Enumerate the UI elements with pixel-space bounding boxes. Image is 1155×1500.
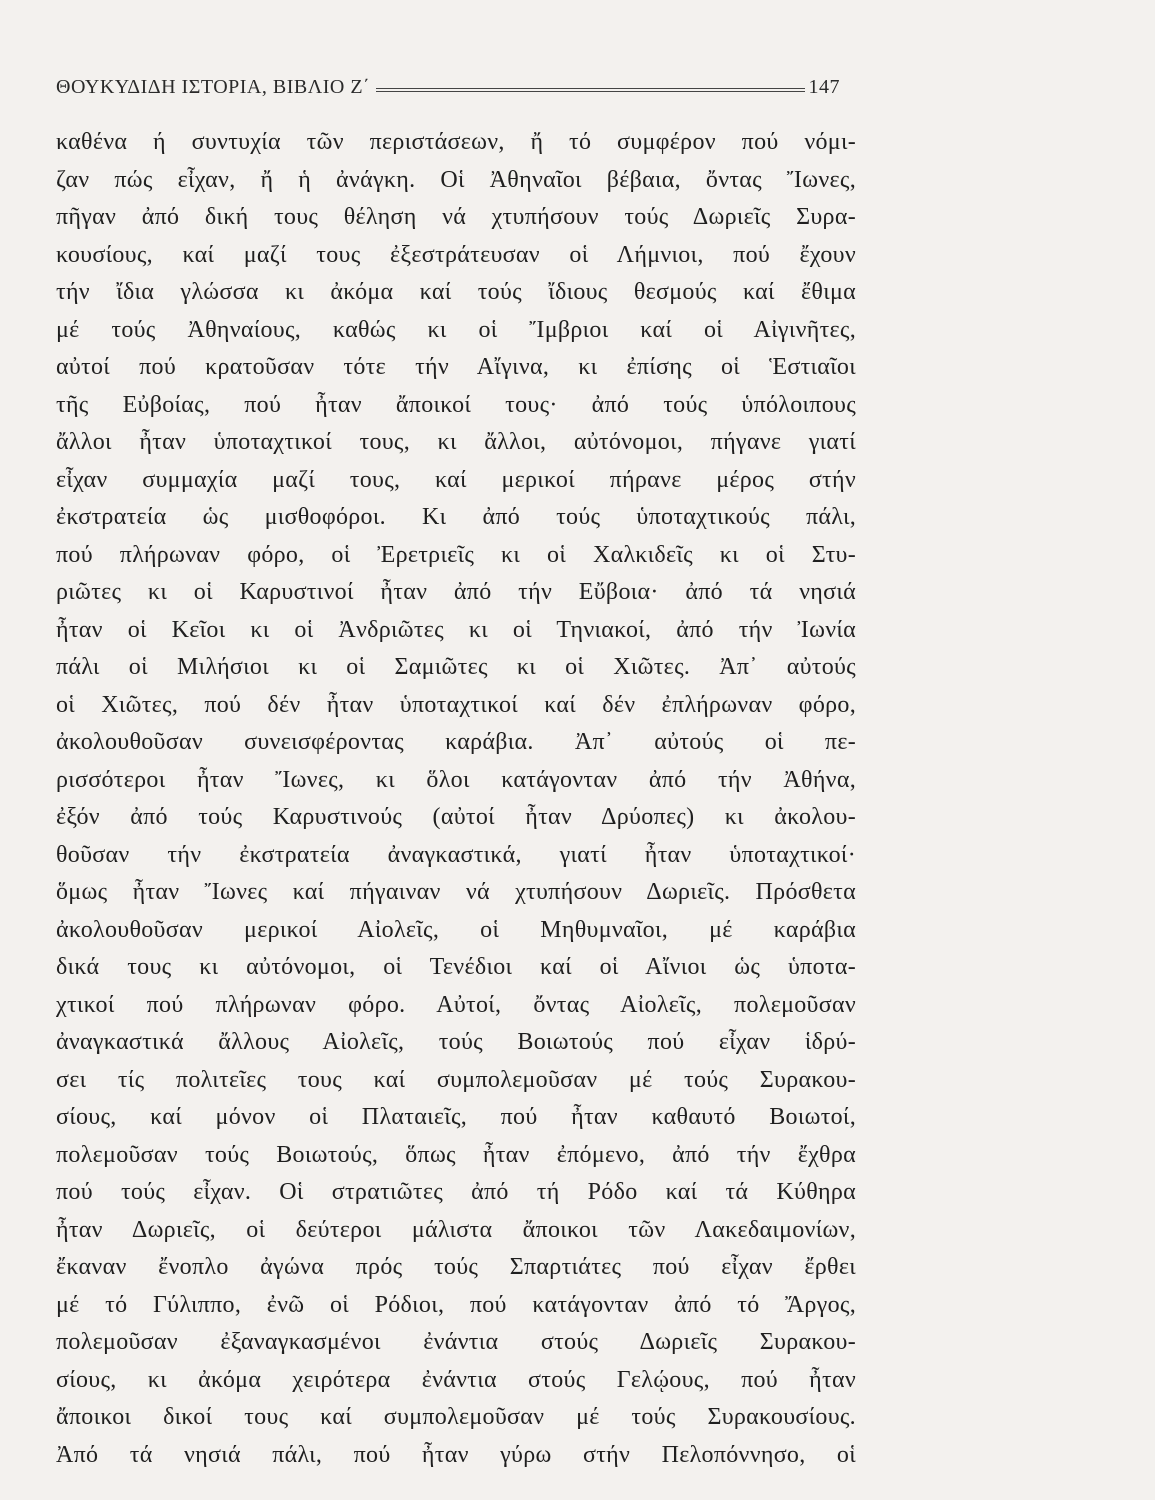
- text-line: πάλι οἱ Μιλήσιοι κι οἱ Σαμιῶτες κι οἱ Χιῶτες. Ἀπ᾽ αὐτούς: [56, 654, 856, 680]
- text-line: ἀναγκαστικά ἄλλους Αἰολεῖς, τούς Βοιωτούς πού εἶχαν ἱδρύ-: [56, 1029, 856, 1055]
- text-line: Ἀπό τά νησιά πάλι, πού ἦταν γύρω στήν Πελοπόννησο, οἱ: [56, 1441, 856, 1468]
- text-line: ἦταν Δωριεῖς, οἱ δεύτεροι μάλιστα ἄποικοι τῶν Λακεδαιμονίων,: [56, 1216, 856, 1243]
- text-line: ἐξόν ἀπό τούς Καρυστινούς (αὐτοί ἦταν Δρύοπες) κι ἀκολου-: [56, 804, 856, 830]
- text-line: ὅμως ἦταν Ἴωνες καί πήγαιναν νά χτυπήσουν Δωριεῖς. Πρόσθετα: [56, 879, 856, 905]
- text-line: πολεμοῦσαν ἐξαναγκασμένοι ἐνάντια στούς Δωριεῖς Συρακου-: [56, 1329, 856, 1355]
- text-line: εἶχαν συμμαχία μαζί τους, καί μερικοί πήρανε μέρος στήν: [56, 466, 856, 493]
- text-line: ἄποικοι δικοί τους καί συμπολεμοῦσαν μέ τούς Συρακουσίους.: [56, 1404, 856, 1430]
- text-line: ἐκστρατεία ὡς μισθοφόροι. Κι ἀπό τούς ὑποταχτικούς πάλι,: [56, 504, 856, 530]
- text-line: πῆγαν ἀπό δική τους θέληση νά χτυπήσουν τούς Δωριεῖς Συρα-: [56, 204, 856, 230]
- header-rule: [376, 88, 804, 92]
- text-line: ἔκαναν ἔνοπλο ἀγώνα πρός τούς Σπαρτιάτες πού εἶχαν ἔρθει: [56, 1254, 856, 1280]
- body-text: [56, 124, 856, 1474]
- text-line: αὐτοί πού κρατοῦσαν τότε τήν Αἴγινα, κι ἐπίσης οἱ Ἑστιαῖοι: [56, 354, 856, 380]
- text-line: κουσίους, καί μαζί τους ἐξεστράτευσαν οἱ Λήμνιοι, πού ἔχουν: [56, 241, 856, 268]
- text-line: σίους, κι ἀκόμα χειρότερα ἐνάντια στούς Γελῴους, πού ἦταν: [56, 1366, 856, 1393]
- text-line: σει τίς πολιτεῖες τους καί συμπολεμοῦσαν μέ τούς Συρακου-: [56, 1066, 856, 1093]
- text-line: πολεμοῦσαν τούς Βοιωτούς, ὅπως ἦταν ἐπόμενο, ἀπό τήν ἔχθρα: [56, 1141, 856, 1168]
- text-line: ἦταν οἱ Κεῖοι κι οἱ Ἀνδριῶτες κι οἱ Τηνιακοί, ἀπό τήν Ἰωνία: [56, 616, 856, 643]
- text-line: ἀκολουθοῦσαν μερικοί Αἰολεῖς, οἱ Μηθυμναῖοι, μέ καράβια: [56, 916, 856, 943]
- text-line: σίους, καί μόνον οἱ Πλαταιεῖς, πού ἦταν καθαυτό Βοιωτοί,: [56, 1104, 856, 1130]
- running-header: [56, 76, 840, 99]
- text-line: πού πλήρωναν φόρο, οἱ Ἐρετριεῖς κι οἱ Χαλκιδεῖς κι οἱ Στυ-: [56, 541, 856, 568]
- text-line: τήν ἴδια γλώσσα κι ἀκόμα καί τούς ἴδιους θεσμούς καί ἔθιμα: [56, 279, 856, 305]
- text-line: τῆς Εὐβοίας, πού ἦταν ἄποικοί τους· ἀπό τούς ὑπόλοιπους: [56, 391, 856, 418]
- text-line: ριῶτες κι οἱ Καρυστινοί ἦταν ἀπό τήν Εὔβοια· ἀπό τά νησιά: [56, 579, 856, 605]
- page-number: 147: [808, 76, 840, 98]
- text-line: θοῦσαν τήν ἐκστρατεία ἀναγκαστικά, γιατί ἦταν ὑποταχτικοί·: [56, 841, 856, 868]
- text-line: ἀκολουθοῦσαν συνεισφέροντας καράβια. Ἀπ᾽ αὐτούς οἱ πε-: [56, 729, 856, 755]
- text-line: οἱ Χιῶτες, πού δέν ἦταν ὑποταχτικοί καί δέν ἐπλήρωναν φόρο,: [56, 691, 856, 718]
- text-line: μέ τούς Ἀθηναίους, καθώς κι οἱ Ἴμβριοι καί οἱ Αἰγινῆτες,: [56, 316, 856, 343]
- text-line: πού τούς εἶχαν. Οἱ στρατιῶτες ἀπό τή Ρόδο καί τά Κύθηρα: [56, 1179, 856, 1205]
- book-title: ΘΟΥΚΥΔΙΔΗ ΙΣΤΟΡΙΑ, ΒΙΒΛΙΟ Ζ΄: [56, 76, 371, 98]
- text-line: ζαν πώς εἶχαν, ἤ ἡ ἀνάγκη. Οἱ Ἀθηναῖοι βέβαια, ὄντας Ἴωνες,: [56, 166, 856, 193]
- text-line: ἄλλοι ἦταν ὑποταχτικοί τους, κι ἄλλοι, αὐτόνομοι, πήγανε γιατί: [56, 429, 856, 455]
- text-line: χτικοί πού πλήρωναν φόρο. Αὐτοί, ὄντας Αἰολεῖς, πολεμοῦσαν: [56, 991, 856, 1018]
- text-line: καθένα ή συντυχία τῶν περιστάσεων, ἤ τό συμφέρον πού νόμι-: [56, 129, 856, 155]
- text-line: μέ τό Γύλιππο, ἐνῶ οἱ Ρόδιοι, πού κατάγονταν ἀπό τό Ἄργος,: [56, 1291, 856, 1318]
- text-line: ρισσότεροι ἦταν Ἴωνες, κι ὅλοι κατάγονταν ἀπό τήν Ἀθήνα,: [56, 766, 856, 793]
- text-line: δικά τους κι αὐτόνομοι, οἱ Τενέδιοι καί οἱ Αἴνιοι ὡς ὑποτα-: [56, 954, 856, 980]
